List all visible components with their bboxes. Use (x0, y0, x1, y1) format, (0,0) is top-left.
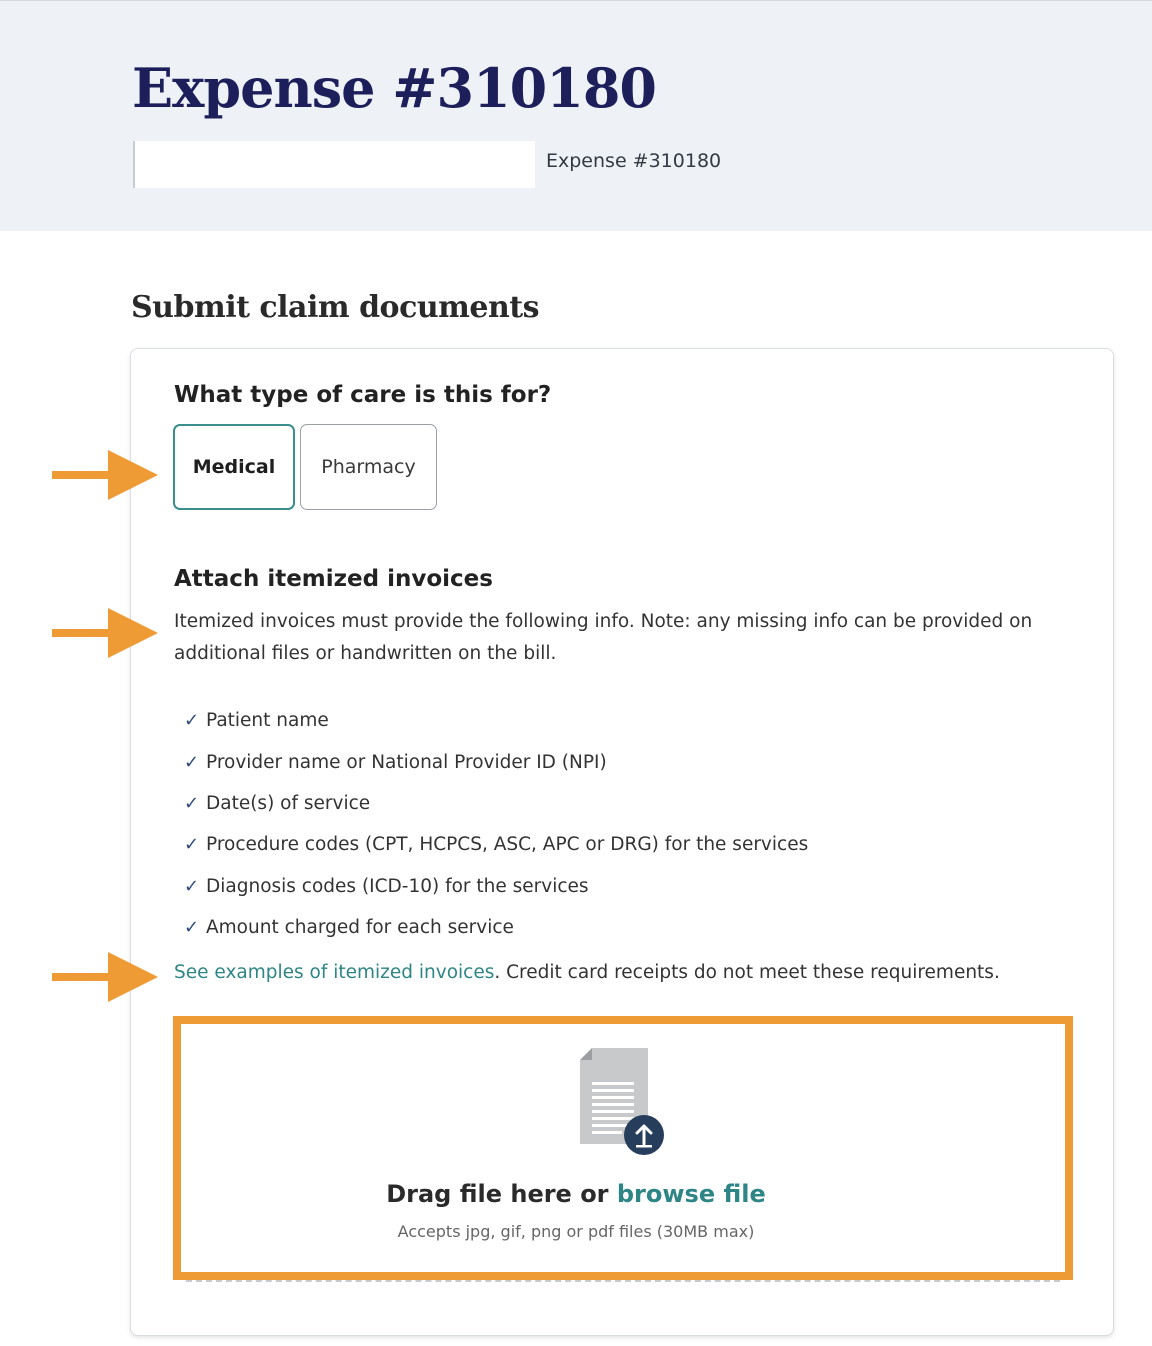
attach-invoices-title: Attach itemized invoices (174, 566, 493, 592)
requirement-item (184, 700, 808, 741)
drag-text: Drag file here or (386, 1180, 617, 1208)
dropzone-label (0, 1180, 1152, 1208)
annotation-arrow-icon (52, 952, 160, 1002)
requirement-label: Diagnosis codes (ICD-10) for the services (206, 875, 589, 897)
requirement-label: Procedure codes (CPT, HCPCS, ASC, APC or DRG) for the services (206, 834, 809, 856)
checkmark-icon: ✓ (184, 917, 200, 939)
section-title: Submit claim documents (131, 290, 540, 325)
examples-link[interactable]: See examples of itemized invoices (174, 962, 495, 983)
requirement-item (184, 866, 808, 907)
checkmark-icon: ✓ (184, 792, 200, 814)
attach-invoices-description: Itemized invoices must provide the following info. Note: any missing info can be provided on additional files or handwritten on the bill. (174, 611, 1033, 664)
requirement-item (184, 783, 808, 824)
care-type-pharmacy-button[interactable]: Pharmacy (300, 424, 437, 510)
requirement-label: Patient name (206, 710, 329, 732)
annotation-arrow-icon (52, 450, 160, 500)
annotation-arrow-icon (52, 608, 160, 658)
browse-file-link[interactable]: browse file (616, 1180, 766, 1208)
checkmark-icon: ✓ (184, 710, 200, 732)
requirement-label: Amount charged for each service (206, 917, 514, 939)
care-type-medical-button[interactable]: Medical (173, 424, 295, 510)
examples-suffix: . Credit card receipts do not meet these requirements. (494, 962, 1000, 983)
care-type-question: What type of care is this for? (174, 382, 552, 408)
document-upload-icon (578, 1048, 668, 1158)
accepted-file-types: Accepts jpg, gif, png or pdf files (30MB max) (397, 1222, 755, 1241)
page-title: Expense #310180 (132, 56, 656, 120)
requirement-label: Provider name or National Provider ID (NPI) (206, 751, 607, 773)
requirement-item (184, 824, 808, 865)
examples-line (174, 962, 1000, 983)
checkmark-icon: ✓ (184, 875, 200, 897)
breadcrumb-current: Expense #310180 (546, 150, 722, 172)
requirement-item (184, 741, 808, 782)
checkmark-icon: ✓ (184, 751, 200, 773)
dropzone-dashed-border (186, 1280, 1060, 1282)
requirement-item (184, 907, 808, 948)
requirements-list (184, 700, 808, 948)
requirement-label: Date(s) of service (206, 792, 371, 814)
breadcrumb-redacted (133, 141, 535, 188)
checkmark-icon: ✓ (184, 834, 200, 856)
